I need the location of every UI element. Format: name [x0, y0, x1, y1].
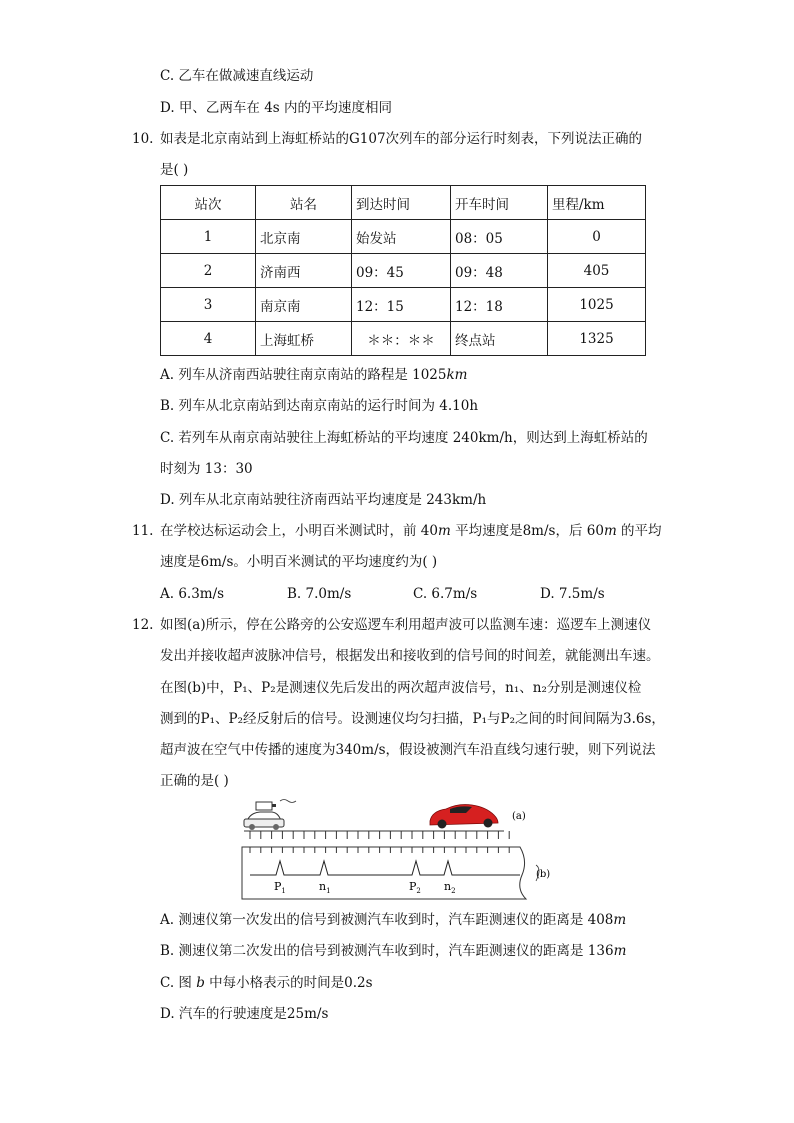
table-cell: 1025 — [548, 288, 646, 322]
table-cell: 405 — [548, 254, 646, 288]
unit-m: m — [613, 943, 627, 959]
question-11-option-d: D. 7.5m/s — [540, 586, 605, 602]
table-row — [161, 322, 646, 356]
question-12-option-c — [160, 973, 373, 993]
question-11-stem-line-1 — [160, 521, 662, 541]
table-cell: 终点站 — [451, 322, 548, 356]
stem-text: 平均速度是8m/s，后 60 — [450, 523, 604, 539]
question-10-option-d: D. 列车从北京南站驶往济南西站平均速度是 243km/h — [160, 492, 487, 508]
table-cell: 济南西 — [256, 254, 352, 288]
question-10-option-a — [160, 365, 467, 385]
question-12-number: 12. — [132, 617, 154, 633]
table-cell: 南京南 — [256, 288, 352, 322]
table-cell: 2 — [161, 254, 256, 288]
table-cell: 始发站 — [352, 220, 451, 254]
question-12-stem-line-3: 在图(b)中，P₁、P₂是测速仪先后发出的两次超声波信号，n₁、n₂分别是测速仪检 — [160, 680, 642, 696]
table-cell: ＊＊：＊＊ — [352, 322, 451, 356]
option-a-text: A. 测速仪第一次发出的信号到被测汽车收到时，汽车距测速仪的距离是 408 — [160, 912, 614, 928]
prev-option-c: C. 乙车在做减速直线运动 — [160, 68, 314, 84]
table-cell: 4 — [161, 322, 256, 356]
table-cell: 北京南 — [256, 220, 352, 254]
question-12-stem-line-2: 发出并接收超声波脉冲信号，根据发出和接收到的信号间的时间差，就能测出车速。 — [160, 648, 660, 664]
timetable — [160, 185, 646, 356]
speed-detector-figure — [236, 795, 556, 905]
question-12-option-d: D. 汽车的行驶速度是25m/s — [160, 1006, 329, 1022]
question-12-stem-line-5: 超声波在空气中传播的速度为340m/s，假设被测汽车沿直线匀速行驶，则下列说法 — [160, 742, 656, 758]
ruler-ticks — [250, 831, 509, 839]
option-c-text: 中每小格表示的时间是0.2s — [204, 975, 373, 991]
table-cell: 12：18 — [451, 288, 548, 322]
question-10-stem-line-2: 是( ) — [160, 162, 189, 178]
option-a-unit: km — [446, 367, 468, 383]
figure-label-a: (a) — [512, 811, 526, 822]
table-cell: 上海虹桥 — [256, 322, 352, 356]
question-11-option-b: B. 7.0m/s — [287, 586, 352, 602]
table-row — [161, 254, 646, 288]
table-cell: 12：15 — [352, 288, 451, 322]
variable-b: b — [196, 975, 205, 991]
option-b-text: B. 测速仪第二次发出的信号到被测汽车收到时，汽车距测速仪的距离是 136 — [160, 943, 614, 959]
table-cell: 0 — [548, 220, 646, 254]
question-10-option-c-line-2: 时刻为 13：30 — [160, 461, 253, 477]
figure-label-b: (b) — [536, 869, 551, 880]
table-row — [161, 220, 646, 254]
unit-m: m — [603, 523, 617, 539]
question-11-option-a: A. 6.3m/s — [160, 586, 225, 602]
table-cell: 08：05 — [451, 220, 548, 254]
header-cell: 站次 — [161, 186, 256, 220]
table-row — [161, 288, 646, 322]
header-cell: 开车时间 — [451, 186, 548, 220]
question-12-stem-line-6: 正确的是( ) — [160, 773, 229, 789]
red-car-icon — [430, 805, 498, 829]
pulse-label-p1: $P_1$ — [274, 880, 286, 895]
question-10-stem-line-1: 如表是北京南站到上海虹桥站的G107次列车的部分运行时刻表，下列说法正确的 — [160, 131, 643, 147]
question-12-stem-line-1: 如图(a)所示，停在公路旁的公安巡逻车利用超声波可以监测车速：巡逻车上测速仪 — [160, 617, 652, 633]
pulse-label-p2: $P_2$ — [409, 880, 421, 895]
table-cell: 3 — [161, 288, 256, 322]
header-cell: 站名 — [256, 186, 352, 220]
table-cell: 1 — [161, 220, 256, 254]
question-12-option-a — [160, 910, 626, 930]
unit-m: m — [437, 523, 451, 539]
patrol-car-icon — [244, 800, 296, 831]
header-cell: 里程/km — [548, 186, 646, 220]
pulse-label-n2: $n_2$ — [444, 880, 456, 895]
unit-m: m — [613, 912, 627, 928]
question-12-option-b — [160, 941, 626, 961]
question-12-stem-line-4: 测到的P₁、P₂经反射后的信号。设测速仪均匀扫描，P₁与P₂之间的时间间隔为3.6s， — [160, 711, 665, 727]
question-10-option-b: B. 列车从北京南站到达南京南站的运行时间为 4.10h — [160, 398, 479, 414]
pulse-label-n1: $n_1$ — [319, 880, 331, 895]
signal-trace — [250, 861, 520, 875]
question-11-number: 11. — [132, 523, 154, 539]
prev-option-d: D. 甲、乙两车在 4s 内的平均速度相同 — [160, 100, 393, 116]
question-10-option-c-line-1: C. 若列车从南京南站驶往上海虹桥站的平均速度 240km/h，则达到上海虹桥站的 — [160, 430, 648, 446]
question-11-option-c: C. 6.7m/s — [413, 586, 478, 602]
stem-text: 在学校达标运动会上，小明百米测试时，前 40 — [160, 523, 438, 539]
option-a-text: A. 列车从济南西站驶往南京南站的路程是 1025 — [160, 367, 447, 383]
table-cell: 09：48 — [451, 254, 548, 288]
timetable-header-row — [161, 186, 646, 220]
header-cell: 到达时间 — [352, 186, 451, 220]
question-11-stem-line-2: 速度是6m/s。小明百米测试的平均速度约为( ) — [160, 554, 438, 570]
option-c-text: C. 图 — [160, 975, 197, 991]
table-cell: 1325 — [548, 322, 646, 356]
table-cell: 09：45 — [352, 254, 451, 288]
stem-text: 的平均 — [616, 523, 662, 539]
question-10-number: 10. — [132, 131, 154, 147]
